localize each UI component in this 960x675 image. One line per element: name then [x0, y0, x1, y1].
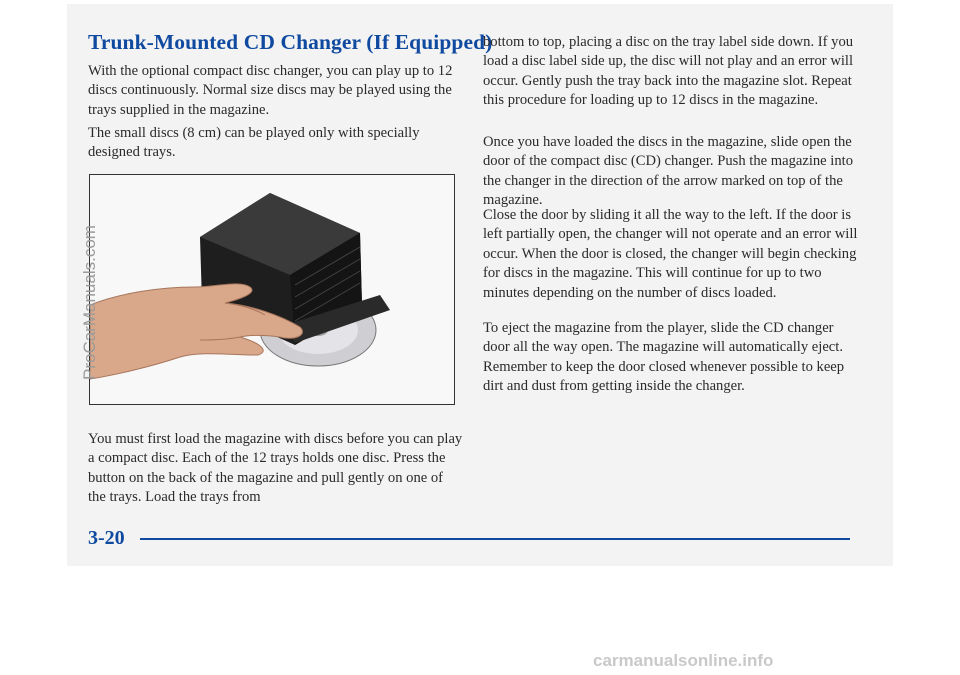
site-watermark: carmanualsonline.info [593, 651, 774, 670]
paragraph-loading: You must first load the magazine with discs before you can play a compact disc. Each of the 12 trays holds one disc. Press the button on the back of the magazine and pull gently on one of the trays. Load the trays from [88, 431, 463, 506]
paragraph-small-discs: The small discs (8 cm) can be played only with specially designed trays. [88, 125, 420, 161]
cd-magazine-photo [89, 174, 455, 405]
paragraph-tray-loading: bottom to top, placing a disc on the tray label side down. If you load a disc label side up, the disc will not play and an error will occur. Gently push the tray back into the magazine slot. Repeat this procedure for loading up to 12 discs in the magazine. [483, 34, 854, 109]
paragraph-close-door: Close the door by sliding it all the way to the left. If the door is left partially open, the changer will not operate and an error will occur. When the door is closed, the changer will begin checking for discs in the magazine. This will continue for up to two minutes depending on the number of discs loaded. [483, 207, 858, 301]
watermark-text: ProCarManuals.com [80, 225, 99, 380]
section-heading: Trunk-Mounted CD Changer (If Equipped) [88, 30, 493, 54]
page-number: 3-20 [88, 527, 125, 549]
footer-divider [140, 538, 850, 540]
paragraph-eject: To eject the magazine from the player, slide the CD changer door all the way open. The magazine will automatically eject. Remember to keep the door closed whenever possible to keep dirt and dust from getting inside the changer. [483, 320, 845, 395]
paragraph-intro: With the optional compact disc changer, you can play up to 12 discs continuously. Normal size discs may be played using the trays supplied in the magazine. [88, 63, 453, 118]
cd-magazine-illustration [90, 175, 455, 405]
paragraph-insert-magazine: Once you have loaded the discs in the magazine, slide open the door of the compact disc (CD) changer. Push the magazine into the changer in the direction of the arrow marked on top of the magazine. [483, 134, 854, 209]
